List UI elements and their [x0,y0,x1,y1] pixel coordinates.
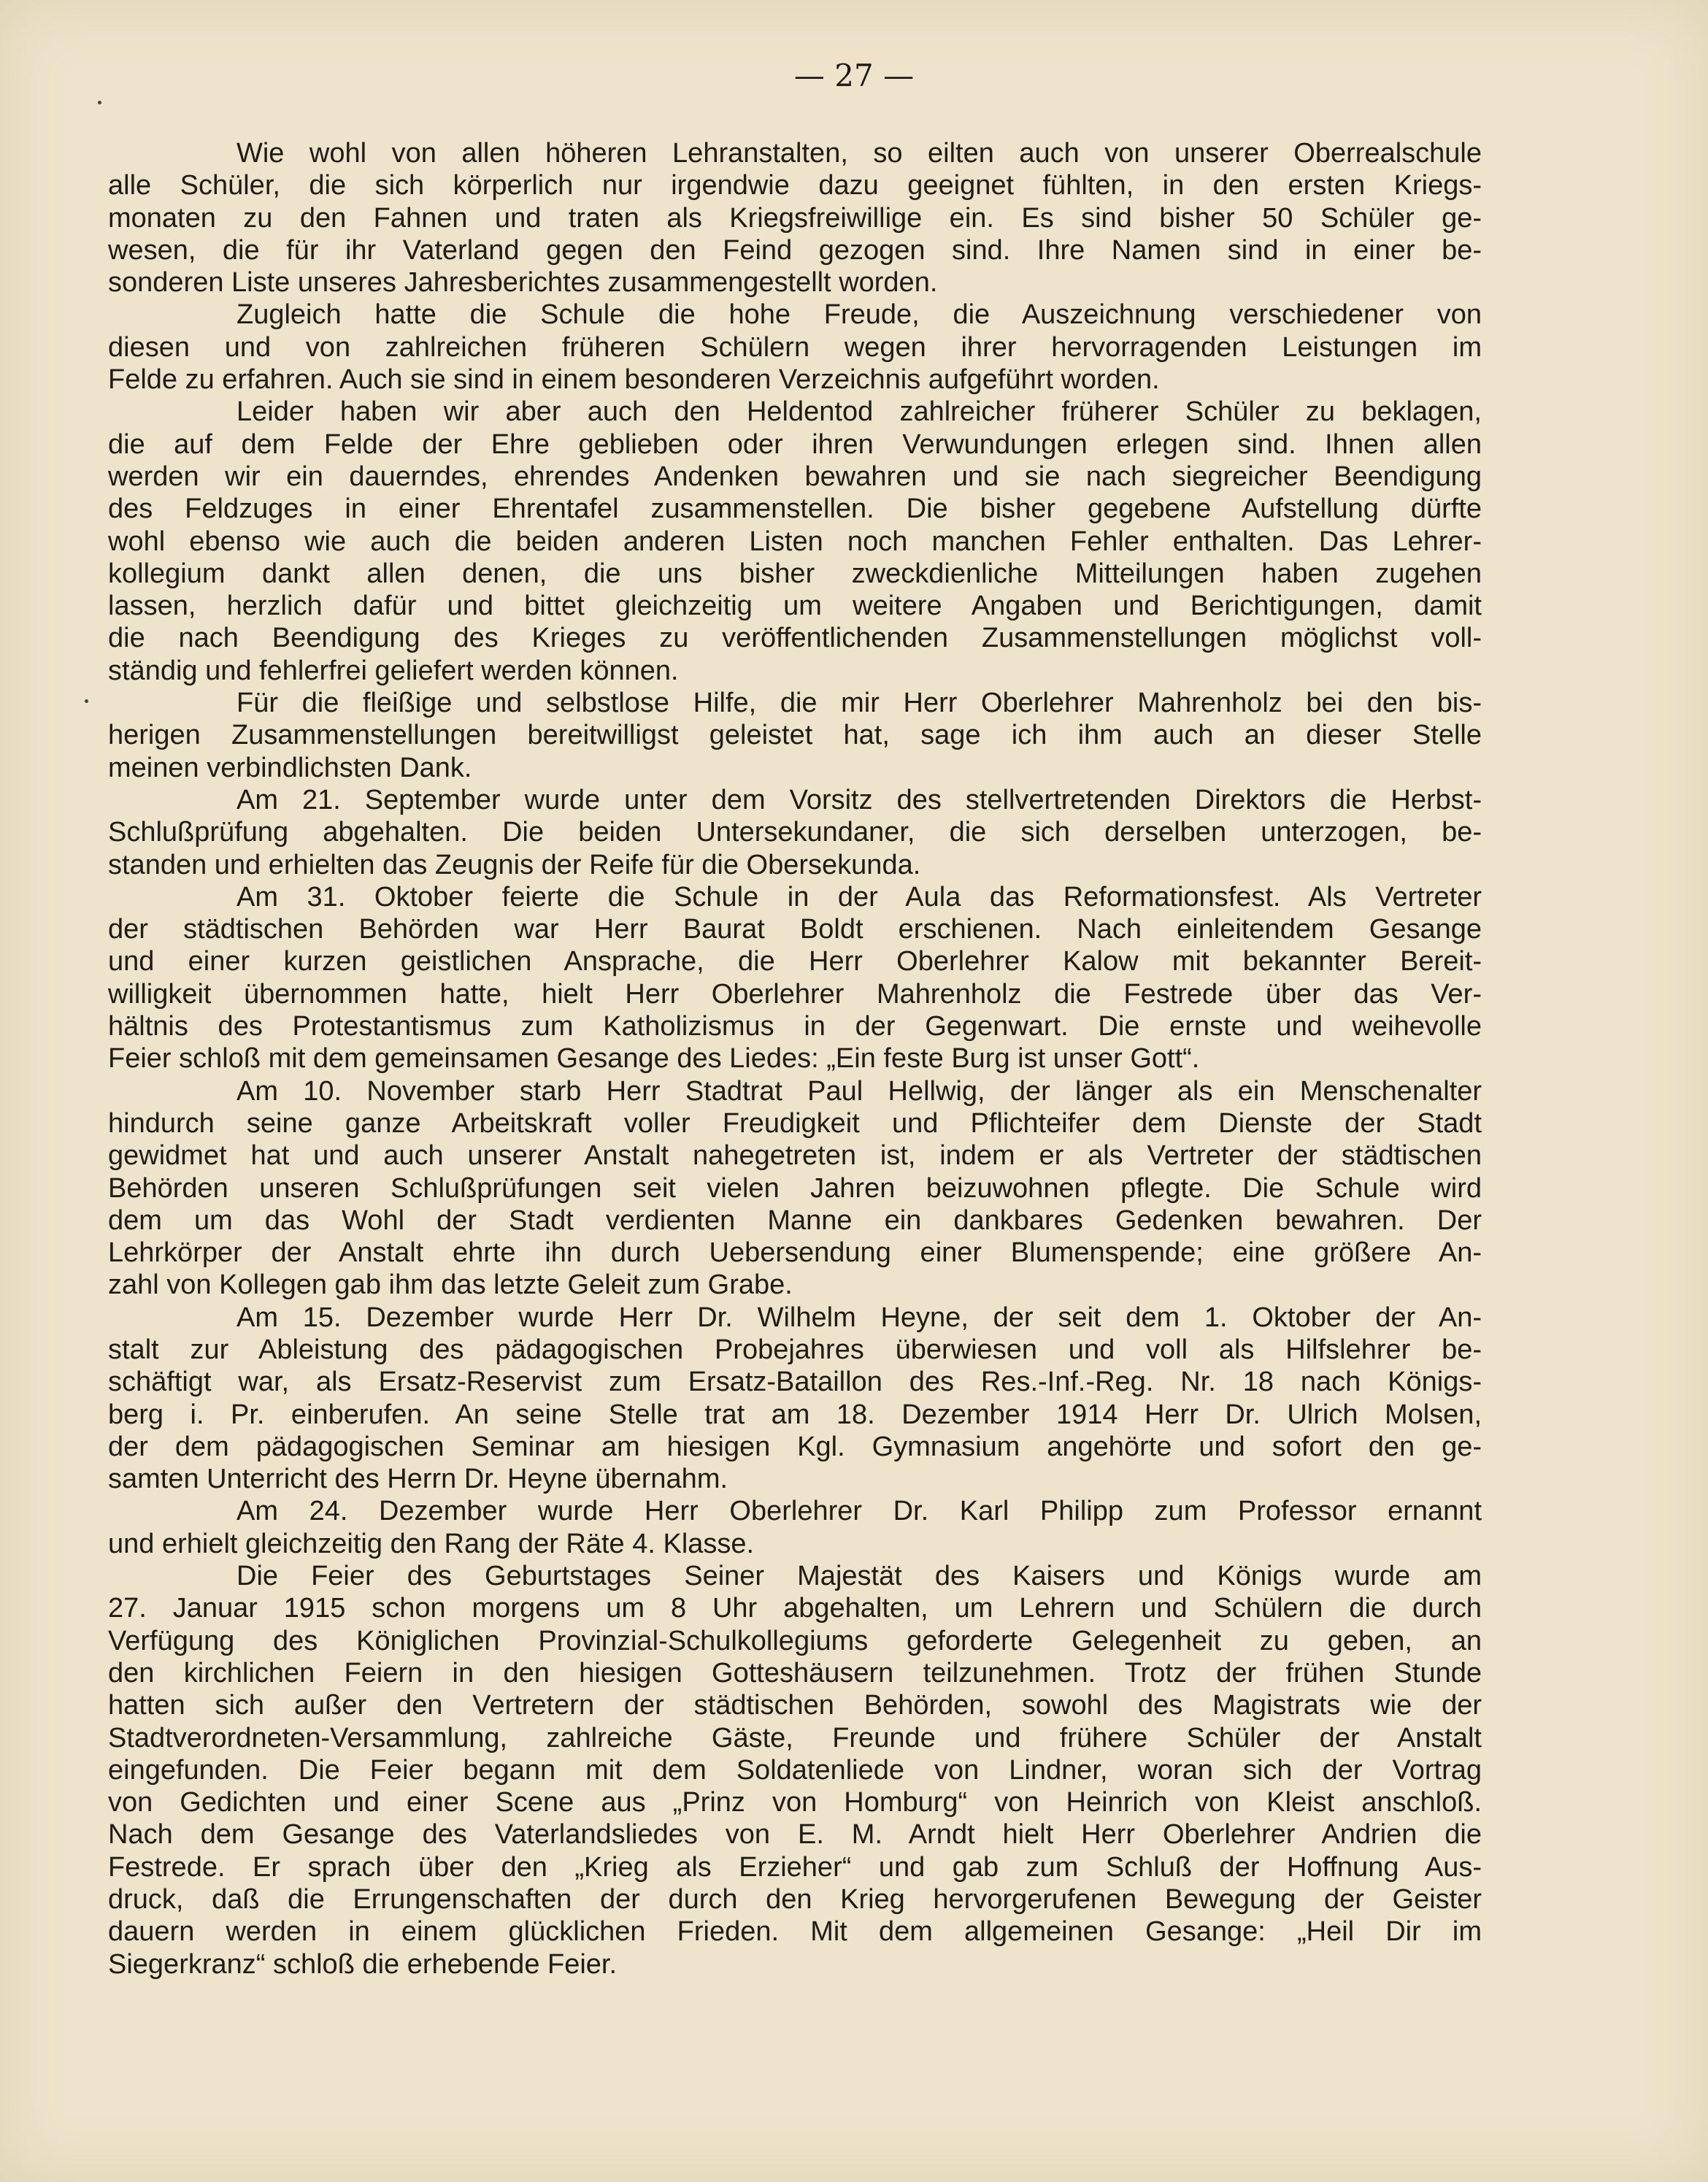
text-line: sonderen Liste unseres Jahresberichtes zusammengestellt worden. [108,267,938,299]
paragraph [108,784,1482,881]
text-line: hältnis des Protestantismus zum Katholizismus in der Gegenwart. Die ernste und weihevolle [108,1011,1482,1042]
text-line: die auf dem Felde der Ehre geblieben oder ihren Verwundungen erlegen sind. Ihnen allen [108,429,1482,460]
text-line: wesen, die für ihr Vaterland gegen den Feind gezogen sind. Ihre Namen sind in einer be- [108,234,1482,266]
text-line: ständig und fehlerfrei geliefert werden können. [108,655,679,686]
text-line: der dem pädagogischen Seminar am hiesigen Kgl. Gymnasium angehörte und sofort den ge- [108,1431,1482,1462]
text-line: Am 15. Dezember wurde Herr Dr. Wilhelm Heyne, der seit dem 1. Oktober der An- [236,1302,1482,1333]
text-line: druck, daß die Errungenschaften der durch den Krieg hervorgerufenen Bewegung der Geister [108,1884,1482,1916]
paper-speck [85,699,88,703]
paragraph [108,881,1482,1075]
text-line: Leider haben wir aber auch den Heldentod zahlreicher früherer Schüler zu beklagen, [236,396,1482,428]
text-line: hatten sich außer den Vertretern der städtischen Behörden, sowohl des Magistrats wie der [108,1690,1482,1721]
text-line: Lehrkörper der Anstalt ehrte ihn durch Uebersendung einer Blumenspende; eine größere An- [108,1237,1482,1269]
text-line: und erhielt gleichzeitig den Rang der Räte 4. Klasse. [108,1528,755,1559]
text-line: Siegerkranz“ schloß die erhebende Feier. [108,1948,618,1980]
text-line: standen und erhielten das Zeugnis der Reife für die Obersekunda. [108,849,921,880]
text-line: Zugleich hatte die Schule die hohe Freude, die Auszeichnung verschiedener von [236,299,1482,331]
text-line: diesen und von zahlreichen früheren Schülern wegen ihrer hervorragenden Leistungen im [108,331,1482,363]
paragraph [108,396,1482,687]
text-line: 27. Januar 1915 schon morgens um 8 Uhr abgehalten, um Lehrern und Schülern die durch [108,1593,1482,1624]
text-line: Am 24. Dezember wurde Herr Oberlehrer Dr. Karl Philipp zum Professor ernannt [236,1496,1482,1527]
text-line: zahl von Kollegen gab ihm das letzte Geleit zum Grabe. [108,1269,793,1301]
text-line: den kirchlichen Feiern in den hiesigen Gotteshäusern teilzunehmen. Trotz der frühen Stunde [108,1657,1482,1689]
text-line: Am 21. September wurde unter dem Vorsitz des stellvertretenden Direktors die Herbst- [236,784,1482,815]
text-line: berg i. Pr. einberufen. An seine Stelle trat am 18. Dezember 1914 Herr Dr. Ulrich Molsen, [108,1399,1482,1430]
paragraph [108,137,1482,299]
text-line: dem um das Wohl der Stadt verdienten Manne ein dankbares Gedenken bewahren. Der [108,1205,1482,1236]
text-line: Festrede. Er sprach über den „Krieg als Erzieher“ und gab zum Schluß der Hoffnung Aus- [108,1851,1482,1883]
paragraph [108,1302,1482,1496]
page-number: — 27 — [793,58,915,93]
text-line: Behörden unseren Schlußprüfungen seit vielen Jahren beizuwohnen pflegte. Die Schule wird [108,1172,1482,1204]
text-line: alle Schüler, die sich körperlich nur irgendwie dazu geeignet fühlten, in den ersten Kriegs- [108,170,1482,201]
text-line: gewidmet hat und auch unserer Anstalt nahegetreten ist, indem er als Vertreter der städtischen [108,1140,1482,1172]
text-line: Wie wohl von allen höheren Lehranstalten, so eilten auch von unserer Oberrealschule [236,138,1482,169]
text-line: des Feldzuges in einer Ehrentafel zusammenstellen. Die bisher gegebene Aufstellung dürfte [108,493,1482,525]
text-line: und einer kurzen geistlichen Ansprache, die Herr Oberlehrer Kalow mit bekannter Bereit- [108,946,1482,977]
text-line: schäftigt war, als Ersatz-Reservist zum Ersatz-Bataillon des Res.-Inf.-Reg. Nr. 18 nach Königs- [108,1367,1482,1398]
paragraph [108,687,1482,784]
text-line: kollegium dankt allen denen, die uns bisher zweckdienliche Mitteilungen haben zugehen [108,558,1482,589]
text-line: Am 31. Oktober feierte die Schule in der Aula das Reformationsfest. Als Vertreter [236,881,1482,913]
text-line: der städtischen Behörden war Herr Baurat Boldt erschienen. Nach einleitendem Gesange [108,914,1482,945]
paragraph [108,299,1482,396]
text-line: Verfügung des Königlichen Provinzial-Schulkollegiums geforderte Gelegenheit zu geben, an [108,1625,1482,1656]
text-line: hindurch seine ganze Arbeitskraft voller Freudigkeit und Pflichteifer dem Dienste der Stadt [108,1107,1482,1139]
text-line: willigkeit übernommen hatte, hielt Herr Oberlehrer Mahrenholz die Festrede über das Ver- [108,978,1482,1010]
text-line: lassen, herzlich dafür und bittet gleichzeitig um weitere Angaben und Berichtigungen, damit [108,591,1482,622]
text-line: Schlußprüfung abgehalten. Die beiden Untersekundaner, die sich derselben unterzogen, be- [108,817,1482,848]
text-line: herigen Zusammenstellungen bereitwilligst geleistet hat, sage ich ihm auch an dieser Stelle [108,720,1482,751]
text-line: Am 10. November starb Herr Stadtrat Paul Hellwig, der länger als ein Menschenalter [236,1075,1482,1107]
text-line: werden wir ein dauerndes, ehrendes Andenken bewahren und sie nach siegreicher Beendigung [108,461,1482,492]
text-line: von Gedichten und einer Scene aus „Prinz von Homburg“ von Heinrich von Kleist anschloß. [108,1787,1482,1818]
text-line: die nach Beendigung des Krieges zu veröffentlichenden Zusammenstellungen möglichst voll- [108,623,1482,654]
text-line: monaten zu den Fahnen und traten als Kriegsfreiwillige ein. Es sind bisher 50 Schüler ge- [108,202,1482,234]
text-line: Nach dem Gesange des Vaterlandsliedes von E. M. Arndt hielt Herr Oberlehrer Andrien die [108,1819,1482,1851]
text-line: stalt zur Ableistung des pädagogischen Probejahres überwiesen und voll als Hilfslehrer be- [108,1334,1482,1365]
text-line: Feier schloß mit dem gemeinsamen Gesange des Liedes: „Ein feste Burg ist unser Gott“. [108,1043,1200,1075]
text-line: samten Unterricht des Herrn Dr. Heyne übernahm. [108,1464,728,1495]
paragraph [108,1560,1482,1981]
text-line: wohl ebenso wie auch die beiden anderen Listen noch manchen Fehler enthalten. Das Lehrer- [108,526,1482,557]
text-line: Für die fleißige und selbstlose Hilfe, die mir Herr Oberlehrer Mahrenholz bei den bis- [236,688,1482,719]
text-line: Felde zu erfahren. Auch sie sind in einem besonderen Verzeichnis aufgeführt worden. [108,364,1160,396]
text-line: Stadtverordneten-Versammlung, zahlreiche Gäste, Freunde und frühere Schüler der Anstalt [108,1722,1482,1753]
paragraph [108,1075,1482,1302]
body-text [108,137,1482,1981]
text-line: dauern werden in einem glücklichen Frieden. Mit dem allgemeinen Gesange: „Heil Dir im [108,1916,1482,1948]
text-line: Die Feier des Geburtstages Seiner Majestät des Kaisers und Königs wurde am [236,1561,1482,1592]
text-line: eingefunden. Die Feier begann mit dem Soldatenliede von Lindner, woran sich der Vortrag [108,1754,1482,1786]
paragraph [108,1495,1482,1560]
text-line: meinen verbindlichsten Dank. [108,752,472,783]
paper-speck [98,101,101,104]
